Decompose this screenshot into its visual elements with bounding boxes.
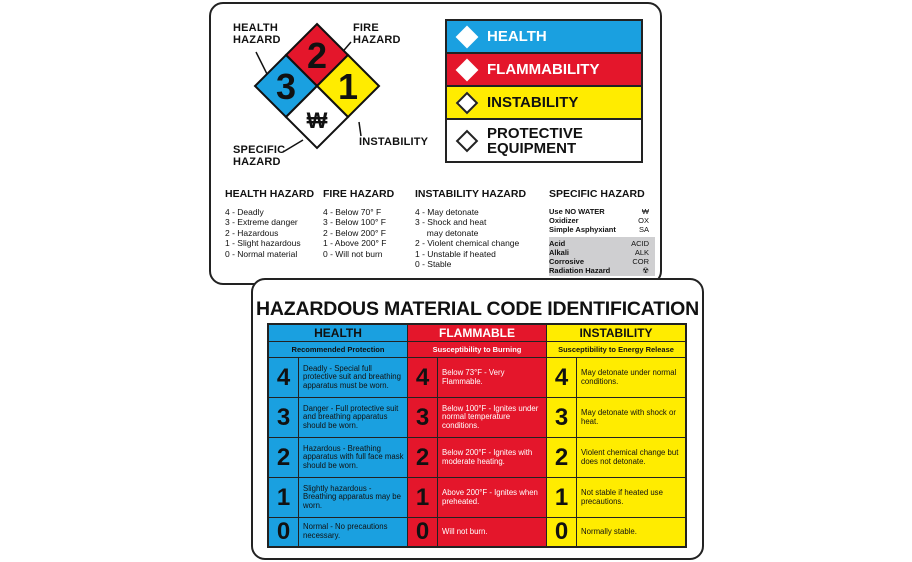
callout-health-hazard-line2: HAZARD	[233, 34, 281, 46]
hazard-code-table	[267, 323, 687, 548]
specific-hazard-code: ALK	[634, 247, 649, 257]
specific-hazard-code: ACID	[631, 238, 649, 248]
hazard-level-description: Above 200°F - Ignites when preheated.	[442, 487, 538, 506]
legend-flammability-label: FLAMMABILITY	[487, 61, 600, 78]
hazard-level-number: 3	[547, 398, 577, 437]
health-hazard-item: 0 - Normal material	[225, 248, 298, 259]
hazard-level-description: Below 100°F - Ignites under normal temperature conditions.	[442, 403, 539, 430]
fire-hazard-item: 4 - Below 70° F	[323, 206, 382, 217]
legend-health	[445, 19, 643, 52]
hazard-level-row	[269, 438, 407, 478]
fire-hazard-item: 1 - Above 200° F	[323, 238, 387, 248]
hazard-level-description: Below 200°F - Ignites with moderate heating.	[442, 447, 533, 466]
hazard-level-number: 1	[547, 478, 577, 517]
hazard-level-description: May detonate with shock or heat.	[581, 407, 676, 426]
hazard-level-description: Normally stable.	[581, 526, 637, 536]
legend-instability	[445, 85, 643, 118]
health-hazard-heading: HEALTH HAZARD	[225, 188, 315, 200]
callout-specific-hazard-line2: HAZARD	[233, 156, 281, 168]
white-diamond-icon	[456, 129, 479, 152]
specific-hazard-code: ☢	[642, 265, 649, 275]
hazard-level-number: 3	[269, 398, 299, 437]
hazard-column-instability	[547, 325, 685, 546]
fire-hazard-section	[323, 189, 394, 259]
hazard-level-row	[269, 398, 407, 438]
legend-protective-equipment-label: PROTECTIVE EQUIPMENT	[487, 124, 583, 157]
legend-protective-equipment	[445, 118, 643, 163]
specific-hazard-label: Oxidizer	[549, 215, 579, 225]
specific-hazard-code: OX	[638, 215, 649, 225]
specific-hazard-symbol: ₩	[306, 108, 328, 133]
legend-flammability	[445, 52, 643, 85]
hazard-level-number: 1	[408, 478, 438, 517]
hazard-level-description: Slightly hazardous - Breathing apparatus may be worn.	[303, 483, 401, 510]
fire-rating: 2	[306, 35, 328, 76]
health-hazard-section	[225, 189, 314, 259]
color-legend	[445, 19, 643, 163]
specific-hazard-item	[549, 207, 649, 216]
hazard-level-row	[269, 478, 407, 518]
column-subheader: Susceptibility to Burning	[408, 342, 546, 358]
hazard-level-number: 2	[269, 438, 299, 477]
hazard-level-number: 2	[408, 438, 438, 477]
callout-health-hazard	[233, 22, 281, 46]
specific-hazard-label: Alkali	[549, 247, 570, 257]
health-rating: 3	[275, 66, 297, 107]
fire-hazard-heading: FIRE HAZARD	[323, 188, 395, 200]
column-subheader: Susceptibility to Energy Release	[547, 342, 685, 358]
specific-hazard-label: Acid	[549, 238, 566, 248]
callout-fire-hazard	[353, 22, 401, 46]
hazard-level-number: 4	[269, 358, 299, 397]
fire-hazard-item: 0 - Will not burn	[323, 248, 383, 259]
hazard-code-title: HAZARDOUS MATERIAL CODE IDENTIFICATION	[255, 298, 700, 320]
callout-instability: INSTABILITY	[359, 136, 429, 148]
instability-hazard-list	[415, 207, 526, 270]
hazard-level-description: Not stable if heated use precautions.	[581, 487, 663, 506]
column-subheader: Recommended Protection	[269, 342, 407, 358]
specific-hazard-label: Radiation Hazard	[549, 265, 611, 275]
instability-hazard-item: may detonate	[415, 227, 479, 238]
hazard-level-row	[408, 478, 546, 518]
specific-hazard-section	[549, 189, 655, 276]
instability-rating: 1	[337, 66, 359, 107]
hazard-level-number: 0	[269, 518, 299, 546]
hazard-level-description: Hazardous - Breathing apparatus with full face mask should be worn.	[303, 443, 404, 470]
hazard-level-row	[269, 518, 407, 546]
health-hazard-item: 3 - Extreme danger	[225, 217, 298, 227]
hazard-level-number: 2	[547, 438, 577, 477]
callout-fire-hazard-line1: FIRE	[353, 22, 379, 34]
specific-hazard-code: SA	[638, 224, 649, 234]
hazard-level-number: 1	[269, 478, 299, 517]
instability-hazard-item: 2 - Violent chemical change	[415, 238, 520, 248]
hazard-level-row	[408, 438, 546, 478]
specific-hazard-code: COR	[632, 256, 649, 266]
specific-hazard-heading: SPECIFIC HAZARD	[549, 188, 645, 200]
hazard-level-row	[547, 358, 685, 398]
specific-hazard-item	[549, 225, 649, 234]
hazard-level-row	[547, 398, 685, 438]
instability-hazard-item: 1 - Unstable if heated	[415, 248, 496, 259]
hazard-level-number: 4	[547, 358, 577, 397]
hazard-level-description: Deadly - Special full protective suit and breathing apparatus must be worn.	[303, 363, 401, 390]
hazard-level-description: Will not burn.	[442, 526, 488, 536]
specific-hazard-label: Simple Asphyxiant	[549, 224, 616, 234]
specific-hazard-item	[549, 248, 649, 257]
specific-hazard-list	[549, 207, 655, 234]
instability-hazard-item: 3 - Shock and heat	[415, 217, 487, 227]
fire-hazard-item: 3 - Below 100° F	[323, 217, 386, 227]
health-hazard-item: 4 - Deadly	[225, 206, 264, 217]
hazard-level-row	[408, 398, 546, 438]
hazard-level-row	[408, 518, 546, 546]
callout-health-hazard-line1: HEALTH	[233, 22, 278, 34]
hazard-level-number: 0	[408, 518, 438, 546]
specific-hazard-item	[549, 216, 649, 225]
column-header: FLAMMABLE	[408, 325, 546, 342]
column-header: INSTABILITY	[547, 325, 685, 342]
callout-specific-hazard-line1: SPECIFIC	[233, 144, 286, 156]
health-hazard-item: 1 - Slight hazardous	[225, 238, 301, 248]
hazard-level-number: 3	[408, 398, 438, 437]
white-diamond-icon	[456, 25, 479, 48]
hazard-level-row	[269, 358, 407, 398]
specific-hazard-gray-list	[549, 237, 655, 276]
instability-hazard-item: 4 - May detonate	[415, 206, 479, 217]
instability-hazard-heading: INSTABILITY HAZARD	[415, 188, 527, 200]
specific-hazard-code: ₩	[641, 206, 649, 216]
specific-hazard-item	[549, 266, 649, 275]
hazard-level-row	[547, 518, 685, 546]
health-hazard-item: 2 - Hazardous	[225, 227, 279, 238]
instability-hazard-section	[415, 189, 526, 270]
callout-fire-hazard-line2: HAZARD	[353, 34, 401, 46]
hazard-code-card	[251, 278, 704, 560]
specific-hazard-label: Use NO WATER	[549, 206, 605, 216]
column-header: HEALTH	[269, 325, 407, 342]
callout-specific-hazard	[233, 144, 285, 168]
hazard-level-description: May detonate under normal conditions.	[581, 367, 677, 386]
legend-health-label: HEALTH	[487, 28, 547, 45]
white-diamond-icon	[456, 58, 479, 81]
fire-hazard-list	[323, 207, 394, 260]
fire-hazard-item: 2 - Below 200° F	[323, 227, 386, 238]
hazard-level-row	[408, 358, 546, 398]
specific-hazard-item	[549, 239, 649, 248]
hazard-level-number: 4	[408, 358, 438, 397]
hazard-level-description: Below 73°F - Very Flammable.	[442, 367, 505, 386]
legend-instability-label: INSTABILITY	[487, 94, 579, 111]
hazard-level-description: Violent chemical change but does not detonate.	[581, 447, 679, 466]
instability-hazard-item: 0 - Stable	[415, 259, 452, 269]
white-diamond-icon	[456, 91, 479, 114]
specific-hazard-item	[549, 257, 649, 266]
hazard-level-number: 0	[547, 518, 577, 546]
health-hazard-list	[225, 207, 314, 260]
hazard-column-flammable	[408, 325, 547, 546]
hazard-level-row	[547, 478, 685, 518]
nfpa-legend-card	[209, 2, 662, 285]
hazard-level-row	[547, 438, 685, 478]
specific-hazard-label: Corrosive	[549, 256, 585, 266]
hazard-level-description: Normal - No precautions necessary.	[303, 522, 388, 540]
hazard-column-health	[269, 325, 408, 546]
hazard-level-description: Danger - Full protective suit and breathing apparatus should be worn.	[303, 403, 399, 430]
